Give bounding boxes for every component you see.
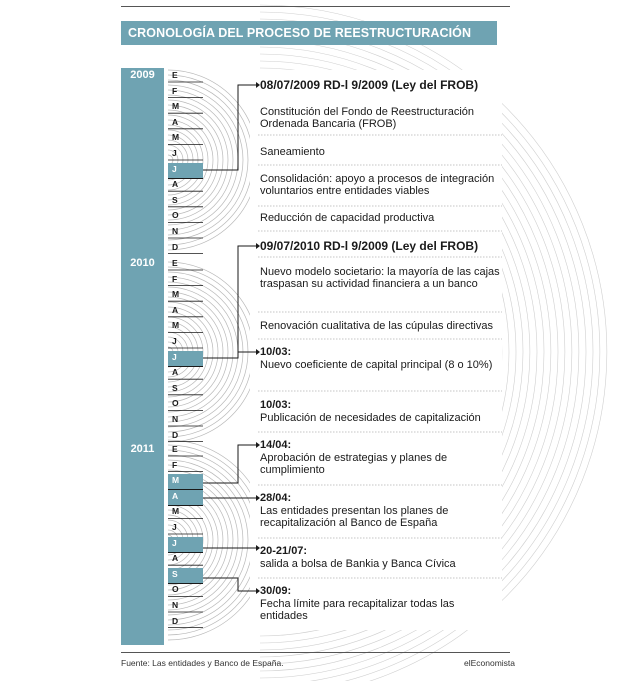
month-2011-9: S bbox=[168, 568, 203, 584]
month-2011-3: M bbox=[168, 474, 203, 490]
month-2010-3: M bbox=[172, 289, 180, 300]
event-2009-title: 08/07/2009 RD-l 9/2009 (Ley del FROB) bbox=[260, 78, 479, 92]
year-label: 2009 bbox=[130, 69, 155, 81]
page-title: CRONOLOGÍA DEL PROCESO DE REESTRUCTURACIÓN bbox=[121, 21, 497, 45]
event-28-04-date: 28/04: bbox=[260, 492, 292, 504]
month-2010-7: J bbox=[168, 351, 203, 367]
month-2009-11: N bbox=[172, 226, 179, 236]
month-2011-7: J bbox=[168, 537, 203, 553]
event-10-03-b-date: 10/03: bbox=[260, 399, 292, 411]
event-2009-item-1: Constitución del Fondo de Reestructuración Ordenada Bancaria (FROB) bbox=[260, 106, 475, 130]
month-2010-11: N bbox=[172, 414, 179, 424]
month-2009-8: A bbox=[172, 179, 179, 190]
event-30-09-text: Fecha límite para recapitalizar todas las entidades bbox=[260, 598, 455, 622]
month-2009-6: J bbox=[172, 148, 177, 158]
month-2011-1: E bbox=[172, 444, 178, 454]
event-10-03-b-text: Publicación de necesidades de capitalización bbox=[260, 412, 481, 424]
month-2009-4: A bbox=[172, 116, 179, 127]
year-block-2010 bbox=[121, 256, 164, 442]
event-2009-item-2: Saneamiento bbox=[260, 146, 325, 158]
month-2010-6: J bbox=[172, 336, 177, 346]
publisher-brand: elEconomista bbox=[464, 658, 516, 668]
event-30-09-date: 30/09: bbox=[260, 585, 292, 597]
source-note: Fuente: Las entidades y Banco de España. bbox=[121, 658, 284, 668]
month-2009-1: E bbox=[172, 70, 178, 80]
year-label: 2011 bbox=[130, 443, 155, 455]
month-2010-4: A bbox=[172, 304, 179, 315]
month-2011-4: A bbox=[168, 490, 203, 506]
year-block-2011 bbox=[121, 442, 164, 645]
month-2011-8: A bbox=[172, 553, 179, 564]
event-10-03-a-date: 10/03: bbox=[260, 346, 292, 358]
month-2010-1: E bbox=[172, 258, 178, 268]
month-2010-8: A bbox=[172, 367, 179, 378]
month-2009-12: D bbox=[172, 241, 179, 252]
event-20-21-07-date: 20-21/07: bbox=[260, 545, 308, 557]
month-2010-2: F bbox=[172, 273, 178, 284]
event-10-03-a-text: Nuevo coeficiente de capital principal (8 o 10%) bbox=[260, 359, 493, 371]
event-20-21-07-text: salida a bolsa de Bankia y Banca Cívica bbox=[260, 558, 456, 570]
event-2010-item-2: Renovación cualitativa de las cúpulas directivas bbox=[260, 320, 493, 332]
month-2011-6: J bbox=[172, 522, 177, 532]
event-14-04-text: Aprobación de estrategias y planes de cumplimiento bbox=[260, 452, 448, 476]
year-label: 2010 bbox=[130, 257, 155, 269]
connector-line bbox=[203, 445, 256, 483]
month-2010-9: S bbox=[172, 382, 178, 393]
month-2009-10: O bbox=[172, 210, 179, 221]
event-28-04-text: Las entidades presentan los planes de recapitalización al Banco de España bbox=[260, 505, 449, 529]
month-2009-9: S bbox=[172, 194, 178, 205]
month-2011-5: M bbox=[172, 506, 180, 517]
connector-line bbox=[203, 246, 256, 358]
month-2009-3: M bbox=[172, 101, 180, 112]
month-2010-12: D bbox=[172, 429, 179, 440]
year-block-2009 bbox=[121, 68, 164, 256]
bottom-rule bbox=[121, 652, 510, 653]
month-2009-7: J bbox=[168, 163, 203, 179]
top-rule bbox=[121, 6, 510, 7]
month-2009-2: F bbox=[172, 85, 178, 96]
event-2010-item-1: Nuevo modelo societario: la mayoría de las cajas traspasan su actividad financiera a un banco bbox=[260, 266, 500, 290]
event-2009-item-4: Reducción de capacidad productiva bbox=[260, 212, 435, 224]
month-2011-11: N bbox=[172, 600, 179, 610]
month-2011-2: F bbox=[172, 459, 178, 470]
month-2011-12: D bbox=[172, 615, 179, 626]
month-2010-5: M bbox=[172, 320, 180, 331]
event-2009-item-3: Consolidación: apoyo a procesos de integración voluntarios entre entidades viables bbox=[260, 173, 495, 197]
event-14-04-date: 14/04: bbox=[260, 439, 292, 451]
month-2010-10: O bbox=[172, 398, 179, 409]
month-2011-10: O bbox=[172, 584, 179, 595]
month-2009-5: M bbox=[172, 132, 180, 143]
event-2010-title: 09/07/2010 RD-l 9/2009 (Ley del FROB) bbox=[260, 239, 479, 253]
